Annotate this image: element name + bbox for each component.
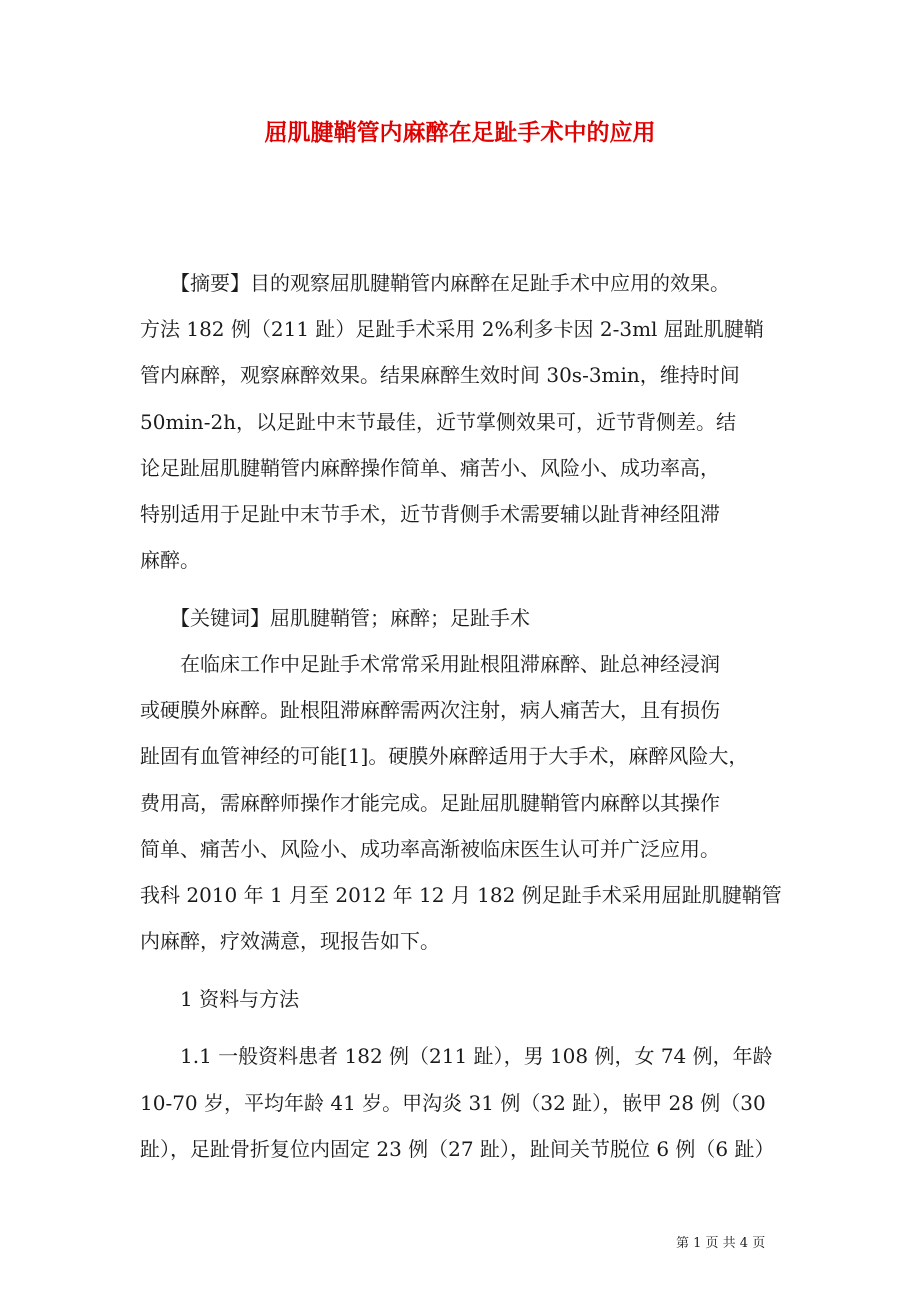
body-line: 方法 182 例（211 趾）足趾手术采用 2%利多卡因 2-3ml 屈趾肌腱鞘	[140, 317, 764, 341]
page-footer: 第 1 页 共 4 页	[676, 1236, 766, 1251]
body-line: 趾固有血管神经的可能[1]。硬膜外麻醉适用于大手术，麻醉风险大，	[140, 744, 749, 768]
body-line: 1.1 一般资料患者 182 例（211 趾），男 108 例，女 74 例，年龄	[140, 1044, 773, 1068]
document-title: 屈肌腱鞘管内麻醉在足趾手术中的应用	[264, 119, 656, 146]
section-heading: 1 资料与方法	[140, 987, 300, 1011]
keywords-line: 【关键词】屈肌腱鞘管；麻醉；足趾手术	[140, 606, 530, 630]
body-line: 麻醉。	[140, 548, 200, 572]
body-line: 在临床工作中足趾手术常常采用趾根阻滞麻醉、趾总神经浸润	[140, 652, 720, 676]
body-line: 论足趾屈肌腱鞘管内麻醉操作简单、痛苦小、风险小、成功率高，	[140, 456, 720, 480]
body-line: 50min-2h，以足趾中末节最佳，近节掌侧效果可，近节背侧差。结	[140, 410, 737, 434]
body-line: 10-70 岁，平均年龄 41 岁。甲沟炎 31 例（32 趾），嵌甲 28 例（30	[140, 1091, 766, 1115]
body-line: 趾），足趾骨折复位内固定 23 例（27 趾），趾间关节脱位 6 例（6 趾）	[140, 1137, 775, 1161]
body-line: 特别适用于足趾中末节手术，近节背侧手术需要辅以趾背神经阻滞	[140, 502, 720, 526]
body-line: 管内麻醉，观察麻醉效果。结果麻醉生效时间 30s-3min，维持时间	[140, 363, 740, 387]
body-line: 我科 2010 年 1 月至 2012 年 12 月 182 例足趾手术采用屈趾肌腱鞘管	[140, 883, 782, 907]
body-line: 费用高，需麻醉师操作才能完成。足趾屈肌腱鞘管内麻醉以其操作	[140, 791, 720, 815]
body-line: 【摘要】目的观察屈肌腱鞘管内麻醉在足趾手术中应用的效果。	[140, 271, 730, 295]
body-line: 内麻醉，疗效满意，现报告如下。	[140, 929, 440, 953]
body-line: 或硬膜外麻醉。趾根阻滞麻醉需两次注射，病人痛苦大，且有损伤	[140, 698, 720, 722]
body-line: 简单、痛苦小、风险小、成功率高渐被临床医生认可并广泛应用。	[140, 837, 720, 861]
